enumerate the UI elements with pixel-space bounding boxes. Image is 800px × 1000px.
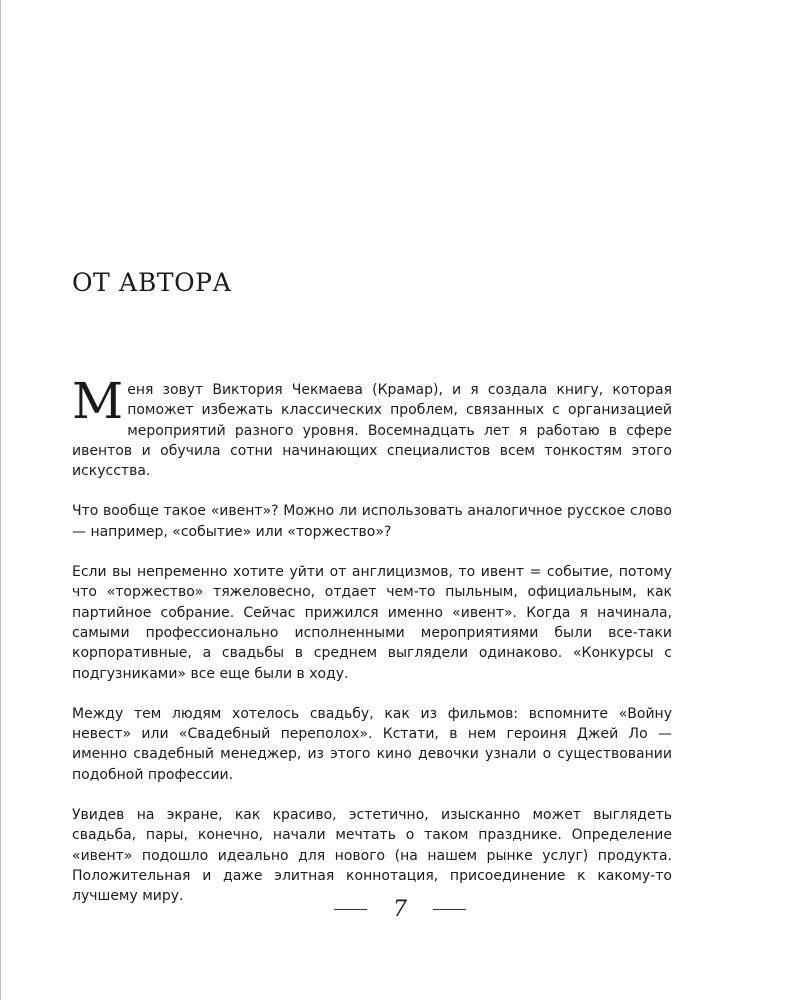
chapter-title: ОТ АВТОРА <box>72 268 232 297</box>
paragraph-4: Между тем людям хотелось свадьбу, как из фильмов: вспомните «Войну невест» или «Свадебный переполох». Кстати, в нем героиня Джей Ло — именно свадебный менеджер, из этого кино девочки узнали о существовании подобной профессии. <box>72 705 672 783</box>
body-text <box>72 372 672 927</box>
footer-rule-right <box>433 909 466 910</box>
page-footer <box>0 894 800 924</box>
paragraph-2: Что вообще такое «ивент»? Можно ли использовать аналогичное русское слово — например, «событие» или «торжество»? <box>72 503 672 540</box>
drop-cap: М <box>72 372 124 430</box>
paragraph-3: Если вы непременно хотите уйти от англицизмов, то ивент = событие, потому что «торжество» тяжеловесно, отдает чем-то пыльным, официальным, как партийное собрание. Сейчас прижился именно «ивент». Когда я начинала, самыми профессионально исполненными мероприятиями были все-таки корпоративные, а свадьбы в среднем выглядели одинаково. «Конкурсы с подгузниками» все еще были в ходу. <box>72 564 672 682</box>
paragraph-intro-text: еня зовут Виктория Чекмаева (Крамар), и я создала книгу, которая поможет избежать классических проблем, связанных с организацией мероприятий разного уровня. Восемнадцать лет я работаю в сфере ивентов и обучила сотни начинающих специалистов всем тонкостям этого искусства. <box>72 382 672 480</box>
page-edge <box>0 0 1 1000</box>
paragraph-5: Увидев на экране, как красиво, эстетично, изысканно может выглядеть свадьба, пары, конечно, начали мечтать о таком празднике. Определение «ивент» подошло идеально для нового (на нашем рынке услуг) продукта. Положительная и даже элитная коннотация, присоединение к какому-то лучшему миру. <box>72 807 672 905</box>
paragraph-intro <box>72 372 672 481</box>
footer-rule-left <box>334 909 367 910</box>
page-number: 7 <box>393 896 407 922</box>
